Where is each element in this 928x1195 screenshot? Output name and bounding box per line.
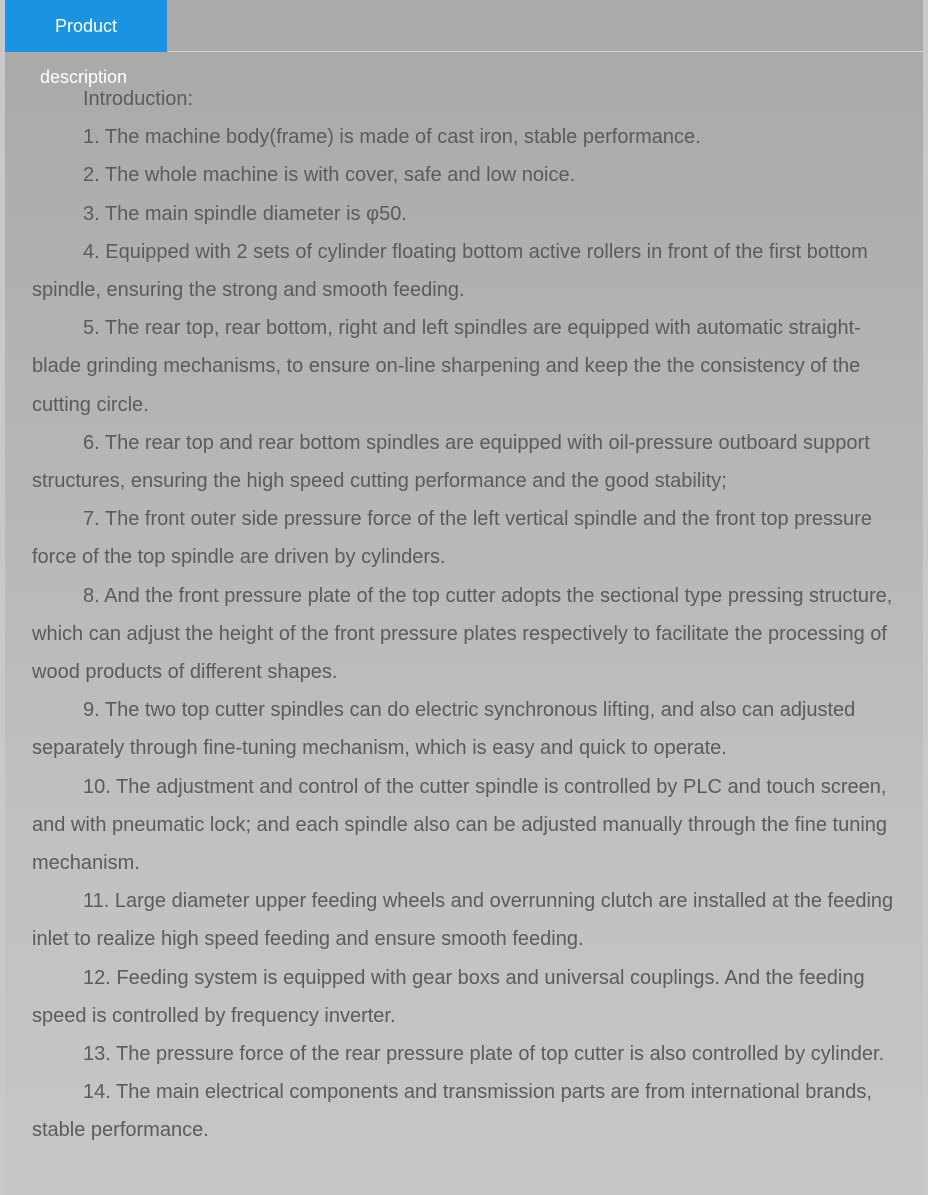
feature-item: 7. The front outer side pressure force of the left vertical spindle and the front top pressure force of the top spindle are driven by cylinders.: [32, 508, 872, 569]
feature-item: 3. The main spindle diameter is φ50.: [83, 202, 407, 225]
feature-item: 5. The rear top, rear bottom, right and left spindles are equipped with automatic straight-blade grinding mechanisms, to ensure on-line sharpening and keep the the consistency of the cutting circle.: [32, 317, 861, 416]
feature-item: 12. Feeding system is equipped with gear boxs and universal couplings. And the feeding speed is controlled by frequency inverter.: [32, 966, 865, 1027]
feature-item: 10. The adjustment and control of the cutter spindle is controlled by PLC and touch screen, and with pneumatic lock; and each spindle also can be adjusted manually through the fine tuning mechanism.: [32, 775, 888, 875]
feature-item: 13. The pressure force of the rear pressure plate of top cutter is also controlled by cylinder.: [83, 1043, 885, 1066]
feature-item: 11. Large diameter upper feeding wheels and overrunning clutch are installed at the feeding inlet to realize high speed feeding and ensure smooth feeding.: [32, 890, 894, 951]
feature-item: 9. The two top cutter spindles can do electric synchronous lifting, and also can adjusted separately through fine-tuning mechanism, which is easy and quick to operate.: [32, 699, 856, 760]
feature-item: 8. And the front pressure plate of the top cutter adopts the sectional type pressing structure, which can adjust the height of the front pressure plates respectively to facilitate the processing of wood products of different shapes.: [32, 584, 893, 684]
product-panel: [5, 0, 923, 1195]
feature-item: 6. The rear top and rear bottom spindles are equipped with oil-pressure outboard support structures, ensuring the high speed cutting performance and the good stability;: [32, 431, 870, 493]
feature-item: 14. The main electrical components and transmission parts are from international brands, stable performance.: [32, 1081, 872, 1142]
tab-label-overflow: description: [40, 67, 128, 87]
product-description-content: [32, 80, 897, 1150]
tab-bar: [5, 0, 923, 52]
tab-label: Product: [54, 16, 118, 36]
feature-item: 1. The machine body(frame) is made of cast iron, stable performance.: [83, 126, 701, 149]
feature-item: 4. Equipped with 2 sets of cylinder floating bottom active rollers in front of the first bottom spindle, ensuring the strong and smooth feeding.: [32, 240, 868, 302]
intro-heading: Introduction:: [83, 88, 194, 110]
feature-item: 2. The whole machine is with cover, safe and low noice.: [83, 164, 576, 187]
tab-product-description[interactable]: [5, 0, 167, 52]
